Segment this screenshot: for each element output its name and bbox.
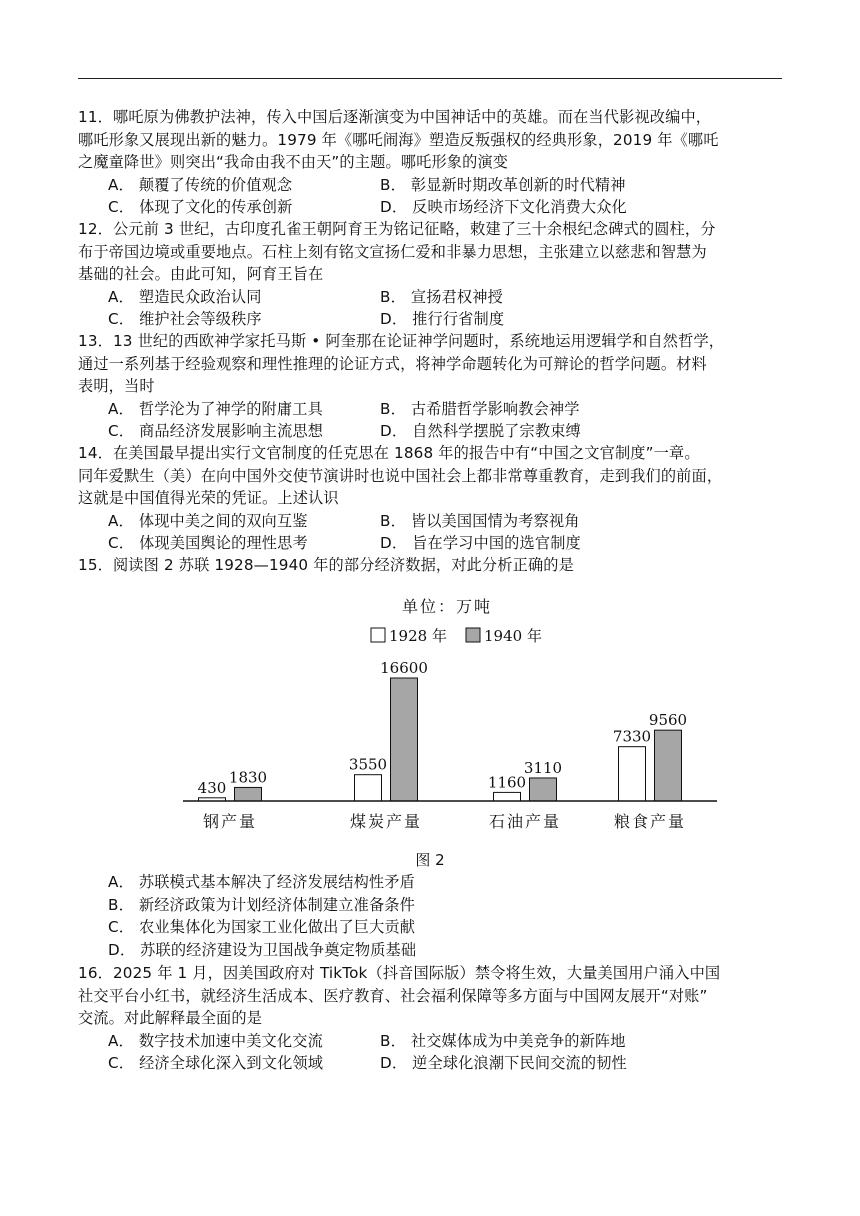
question-stem-line: 表明，当时: [78, 377, 155, 395]
question-stem-line: 16．2025 年 1 月，因美国政府对 TikTok（抖音国际版）禁令将生效，大量美国用户涌入中国: [78, 964, 721, 982]
question-stem-line: 这就是中国值得光荣的凭证。上述认识: [78, 489, 339, 507]
bar: [391, 678, 418, 801]
bar: [655, 730, 682, 801]
option-b[interactable]: B． 皆以美国国情为考察视角: [380, 511, 580, 530]
option-d[interactable]: D． 逆全球化浪潮下民间交流的韧性: [380, 1054, 627, 1072]
chart-bars: [198, 659, 687, 801]
bar-value-label: 430: [197, 778, 227, 797]
figure-caption: 图 2: [415, 851, 445, 869]
option-d[interactable]: D． 反映市场经济下文化消费大众化: [380, 198, 627, 216]
category-label: 粮食产量: [613, 812, 687, 831]
legend-swatch-1928: [371, 628, 385, 642]
question-15: [78, 554, 786, 577]
question-stem-line: 哪吒形象又展现出新的魅力。1979 年《哪吒闹海》塑造反叛强权的经典形象，2019 年《哪吒: [78, 130, 719, 149]
option-a[interactable]: A． 苏联模式基本解决了经济发展结构性矛盾: [108, 873, 415, 891]
option-a[interactable]: A． 塑造民众政治认同: [108, 287, 262, 306]
legend-label-1940: 1940 年: [484, 627, 542, 645]
category-label: 石油产量: [488, 812, 562, 831]
bar-value-label: 1160: [487, 773, 527, 792]
question-stem-line: 同年爱默生（美）在向中国外交使节演讲时也说中国社会上都非常尊重教育，走到我们的前面，: [78, 466, 723, 485]
question-stem-line: 13．13 世纪的西欧神学家托马斯 • 阿奎那在论证神学问题时，系统地运用逻辑学和自然哲学，: [78, 332, 725, 350]
option-b[interactable]: B． 新经济政策为计划经济体制建立准备条件: [108, 895, 415, 914]
option-b[interactable]: B． 古希腊哲学影响教会神学: [380, 399, 580, 418]
option-d[interactable]: D． 苏联的经济建设为卫国战争奠定物质基础: [108, 940, 417, 959]
question-stem-line: 通过一系列基于经验观察和理性推理的论证方式，将神学命题转化为可辩论的哲学问题。材料: [78, 354, 707, 373]
bar: [355, 775, 382, 801]
question-13: [78, 330, 786, 443]
option-c[interactable]: C． 体现了文化的传承创新: [108, 198, 293, 216]
question-16: [78, 962, 786, 1075]
bar-value-label: 9560: [648, 711, 688, 730]
bar-value-label: 1830: [228, 768, 268, 787]
option-c[interactable]: C． 维护社会等级秩序: [108, 310, 262, 328]
question-stem-line: 布于帝国边境或重要地点。石柱上刻有铭文宣扬仁爱和非暴力思想，主张建立以慈悲和智慧为: [78, 242, 707, 261]
option-b[interactable]: B． 彰显新时期改革创新的时代精神: [380, 175, 626, 194]
question-11: [78, 106, 786, 219]
category-label: 钢产量: [202, 812, 258, 831]
question-stem-line: 15．阅读图 2 苏联 1928—1940 年的部分经济数据，对此分析正确的是: [78, 556, 574, 574]
option-a[interactable]: A． 数字技术加速中美文化交流: [108, 1031, 323, 1050]
option-a[interactable]: A． 哲学沦为了神学的附庸工具: [108, 399, 323, 418]
option-c[interactable]: C． 体现美国舆论的理性思考: [108, 534, 308, 552]
question-stem-line: 之魔童降世》则突出“我命由我不由天”的主题。哪吒形象的演变: [78, 153, 509, 171]
option-d[interactable]: D． 自然科学摆脱了宗教束缚: [380, 422, 581, 440]
option-d[interactable]: D． 推行行省制度: [380, 310, 505, 328]
option-b[interactable]: B． 社交媒体成为中美竞争的新阵地: [380, 1031, 626, 1050]
question-stem-line: 社交平台小红书，就经济生活成本、医疗教育、社会福利保障等多方面与中国网友展开“对账”: [78, 986, 708, 1005]
bar: [619, 747, 646, 801]
option-c[interactable]: C． 经济全球化深入到文化领域: [108, 1054, 324, 1072]
bar-value-label: 16600: [380, 659, 428, 677]
chart-unit-label: 单位：万吨: [401, 597, 493, 616]
question-15-options: [78, 871, 786, 961]
question-stem-line: 12．公元前 3 世纪，古印度孔雀王朝阿育王为铭记征略，敕建了三十余根纪念碑式的圆柱，分: [78, 220, 716, 238]
legend-swatch-1940: [466, 628, 480, 642]
bar-value-label: 3550: [348, 755, 388, 774]
bar: [530, 778, 557, 801]
question-12: [78, 218, 786, 331]
bar-value-label: 7330: [612, 727, 652, 746]
category-label: 煤炭产量: [349, 812, 423, 831]
question-14: [78, 442, 786, 555]
bar-value-label: 3110: [523, 758, 563, 777]
option-d[interactable]: D． 旨在学习中国的选官制度: [380, 534, 581, 552]
question-stem-line: 14．在美国最早提出实行文官制度的任克思在 1868 年的报告中有“中国之文官制度”一章。: [78, 444, 700, 462]
option-b[interactable]: B． 宣扬君权神授: [380, 287, 503, 306]
category-labels: [203, 812, 686, 831]
question-stem-line: 基础的社会。由此可知，阿育王旨在: [78, 265, 324, 283]
option-c[interactable]: C． 商品经济发展影响主流思想: [108, 422, 324, 440]
option-c[interactable]: C． 农业集体化为国家工业化做出了巨大贡献: [108, 918, 416, 936]
header-rule: [78, 78, 782, 79]
option-a[interactable]: A． 体现中美之间的双向互鉴: [108, 511, 308, 530]
legend-label-1928: 1928 年: [389, 627, 447, 645]
bar: [494, 792, 521, 801]
option-a[interactable]: A． 颠覆了传统的价值观念: [108, 175, 293, 194]
question-stem-line: 交流。对此解释最全面的是: [78, 1009, 263, 1027]
bar-chart: [180, 590, 720, 840]
question-stem-line: 11．哪吒原为佛教护法神，传入中国后逐渐演变为中国神话中的英雄。而在当代影视改编中，: [78, 108, 712, 126]
bar: [235, 787, 262, 801]
